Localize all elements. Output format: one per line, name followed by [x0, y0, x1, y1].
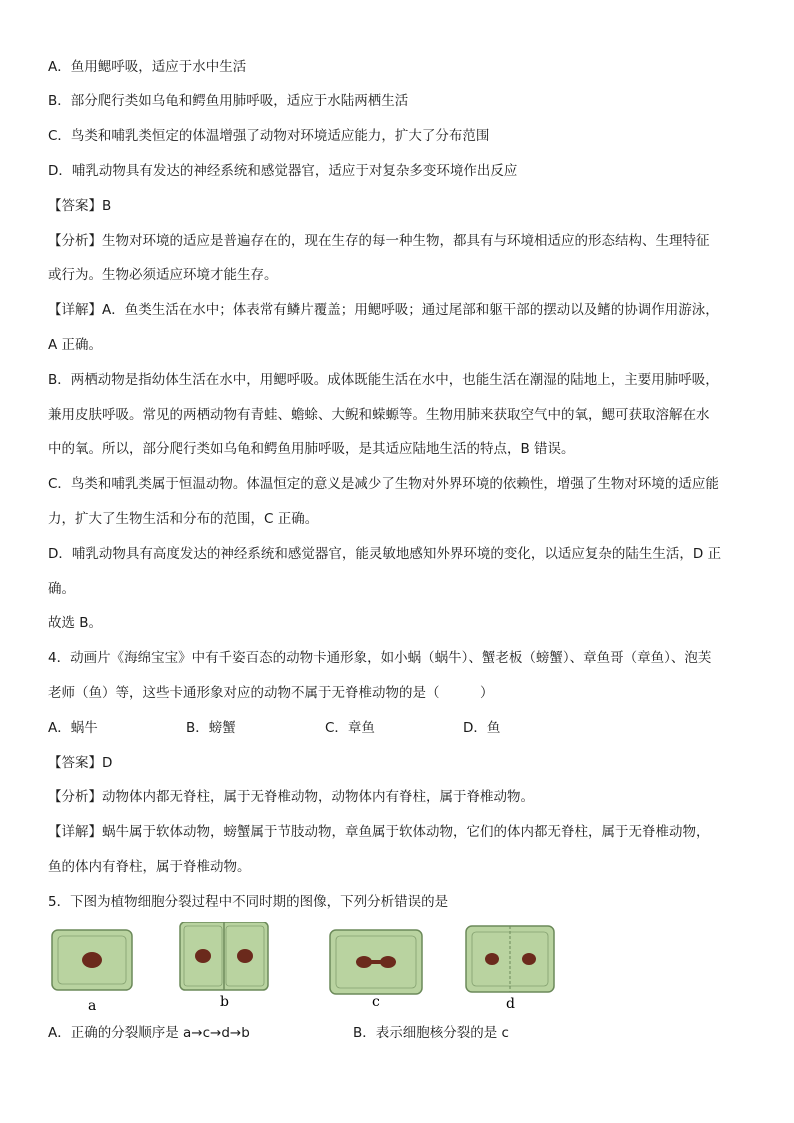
- q3-detail-d-line-2: 确。: [48, 581, 75, 597]
- label-b: b: [220, 994, 229, 1010]
- q3-detail-a-line-1: 【详解】A．鱼类生活在水中；体表常有鳞片覆盖；用鳃呼吸；通过尾部和躯干部的摆动以及鳍的协调作用游泳，: [48, 302, 719, 318]
- q5-option-a: A．正确的分裂顺序是 a→c→d→b: [48, 1025, 250, 1041]
- label-a: a: [88, 998, 97, 1014]
- q4-option-b: B．螃蟹: [186, 720, 236, 736]
- cell-b-nucleus-right: [237, 949, 253, 963]
- q4-option-c: C．章鱼: [325, 720, 375, 736]
- q3-conclusion: 故选 B。: [48, 615, 103, 631]
- q5-stem: 5．下图为植物细胞分裂过程中不同时期的图像，下列分析错误的是: [48, 894, 449, 910]
- cell-division-figure: [48, 922, 608, 1017]
- cell-c: [330, 930, 422, 994]
- q3-detail-b-line-2: 兼用皮肤呼吸。常见的两栖动物有青蛙、蟾蜍、大鲵和蝾螈等。生物用肺来获取空气中的氧，鳃可获取溶解在水: [48, 407, 710, 423]
- q4-option-a: A．蜗牛: [48, 720, 98, 736]
- q3-answer: 【答案】B: [48, 198, 112, 214]
- cell-b-nucleus-left: [195, 949, 211, 963]
- cell-a-nucleus: [82, 952, 102, 968]
- q3-detail-d-line-1: D．哺乳动物具有高度发达的神经系统和感觉器官，能灵敏地感知外界环境的变化，以适应复杂的陆生生活，D 正: [48, 546, 722, 562]
- q3-analysis-line-2: 或行为。生物必须适应环境才能生存。: [48, 267, 278, 283]
- q3-detail-c-line-2: 力，扩大了生物生活和分布的范围，C 正确。: [48, 511, 319, 527]
- label-c: c: [372, 994, 380, 1010]
- q3-detail-b-line-1: B．两栖动物是指幼体生活在水中，用鳃呼吸。成体既能生活在水中，也能生活在潮湿的陆地上，主要用肺呼吸，: [48, 372, 719, 388]
- q3-option-d: D．哺乳动物具有发达的神经系统和感觉器官，适应于对复杂多变环境作出反应: [48, 163, 518, 179]
- q3-analysis-line-1: 【分析】生物对环境的适应是普遍存在的，现在生存的每一种生物，都具有与环境相适应的形态结构、生理特征: [48, 233, 710, 249]
- q3-detail-a-line-2: A 正确。: [48, 337, 103, 353]
- cell-a: [52, 930, 132, 990]
- q3-detail-c-line-1: C．鸟类和哺乳类属于恒温动物。体温恒定的意义是减少了生物对外界环境的依赖性，增强了生物对环境的适应能: [48, 476, 719, 492]
- cell-division-svg: [48, 922, 608, 1017]
- q4-detail-line-1: 【详解】蜗牛属于软体动物，螃蟹属于节肢动物，章鱼属于软体动物，它们的体内都无脊柱，属于无脊椎动物，: [48, 824, 710, 840]
- q4-answer: 【答案】D: [48, 755, 113, 771]
- cell-d-nucleus-right: [522, 953, 536, 965]
- q3-detail-b-line-3: 中的氧。所以，部分爬行类如乌龟和鳄鱼用肺呼吸，是其适应陆地生活的特点，B 错误。: [48, 441, 575, 457]
- cell-b: [180, 922, 268, 990]
- q3-option-c: C．鸟类和哺乳类恒定的体温增强了动物对环境适应能力，扩大了分布范围: [48, 128, 490, 144]
- q4-stem-line-2: 老师（鱼）等，这些卡通形象对应的动物不属于无脊椎动物的是（ ）: [48, 685, 494, 701]
- q5-option-b: B．表示细胞核分裂的是 c: [353, 1025, 509, 1041]
- q3-option-a: A．鱼用鳃呼吸，适应于水中生活: [48, 59, 247, 75]
- cell-d-nucleus-left: [485, 953, 499, 965]
- q4-detail-line-2: 鱼的体内有脊柱，属于脊椎动物。: [48, 859, 251, 875]
- q3-option-b: B．部分爬行类如乌龟和鳄鱼用肺呼吸，适应于水陆两栖生活: [48, 93, 409, 109]
- q4-option-d: D．鱼: [463, 720, 501, 736]
- label-d: d: [506, 996, 515, 1012]
- q4-stem-line-1: 4．动画片《海绵宝宝》中有千姿百态的动物卡通形象，如小蜗（蜗牛）、蟹老板（螃蟹）、章鱼哥（章鱼）、泡芙: [48, 650, 712, 666]
- cell-c-nucleus-bridge: [368, 960, 384, 964]
- q4-analysis: 【分析】动物体内都无脊柱，属于无脊椎动物，动物体内有脊柱，属于脊椎动物。: [48, 789, 534, 805]
- cell-d: [466, 926, 554, 992]
